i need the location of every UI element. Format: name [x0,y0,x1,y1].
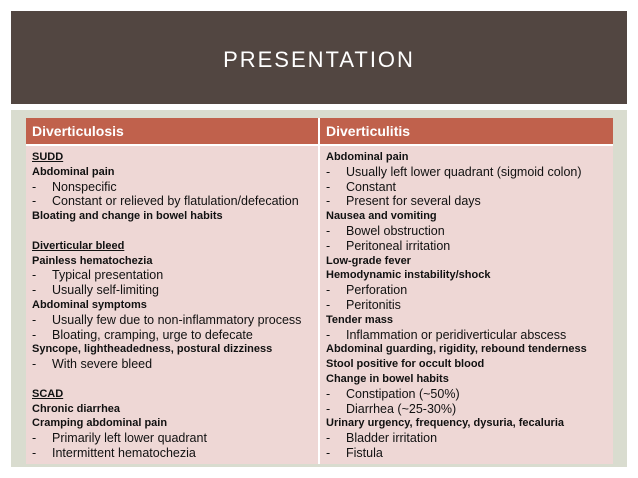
bullet-text: Peritoneal irritation [346,238,451,253]
bullet-item [326,328,607,343]
bullet-dash: - [32,431,37,446]
bullet-item [326,180,607,195]
bullet-dash: - [32,194,37,209]
bullet-dash: - [326,194,331,209]
symptom-heading: Stool positive for occult blood [326,358,485,371]
bullet-dash: - [32,357,37,372]
bullet-dash: - [32,312,37,327]
bullet-text: Peritonitis [346,297,401,312]
symptom-heading: Abdominal guarding, rigidity, rebound tenderness [326,343,587,356]
bullet-text: Bloating, cramping, urge to defecate [52,327,253,342]
symptom-heading: Cramping abdominal pain [32,417,168,430]
spacer [32,372,312,387]
symptom-heading: Urinary urgency, frequency, dysuria, fecaluria [326,417,565,430]
symptom-heading: Hemodynamic instability/shock [326,269,491,282]
symptom-heading: Abdominal pain [32,165,115,178]
bullet-dash: - [32,445,37,460]
symptom-heading: Tender mass [326,313,394,326]
bullet-item [32,357,312,372]
diverticulosis-column [26,144,320,464]
symptom-heading: Nausea and vomiting [326,210,437,223]
bullet-item [32,268,312,283]
symptom-heading: Low-grade fever [326,254,411,267]
bullet-item [326,283,607,298]
bullet-dash: - [326,431,331,446]
bullet-text: Constant [346,179,397,194]
bullet-item [326,224,607,239]
bullet-text: With severe bleed [52,357,153,372]
symptom-heading: Chronic diarrhea [32,402,121,415]
bullet-item [326,402,607,417]
bullet-dash: - [326,238,331,253]
bullet-dash: - [326,445,331,460]
bullet-text: Usually self-limiting [52,283,159,298]
bullet-item [32,283,312,298]
bullet-dash: - [326,179,331,194]
section-heading: SUDD [32,151,64,163]
bullet-dash: - [326,386,331,401]
bullet-dash: - [326,283,331,298]
bullet-item [32,328,312,343]
symptom-heading: Syncope, lightheadedness, postural dizziness [32,343,273,356]
bullet-dash: - [326,164,331,179]
bullet-dash: - [326,297,331,312]
bullet-text: Present for several days [346,194,481,209]
bullet-item [326,239,607,254]
bullet-dash: - [326,401,331,416]
bullet-text: Constipation (~50%) [346,386,460,401]
bullet-item [326,387,607,402]
slide-title: PRESENTATION [223,46,415,72]
bullet-text: Diarrhea (~25-30%) [346,401,457,416]
bullet-text: Nonspecific [52,179,117,194]
symptom-heading: Abdominal pain [326,151,409,163]
bullet-dash: - [326,327,331,342]
bullet-item [32,194,312,209]
diverticulitis-column [320,144,613,464]
bullet-item [32,313,312,328]
bullet-dash: - [32,327,37,342]
header-diverticulosis: Diverticulosis [26,118,320,144]
bullet-item [32,446,312,461]
bullet-item [326,446,607,461]
bullet-text: Constant or relieved by flatulation/defecation [52,194,299,209]
bullet-item [326,194,607,209]
title-bar [11,11,627,104]
symptom-heading: Bloating and change in bowel habits [32,210,223,223]
section-heading: SCAD [32,387,64,400]
bullet-text: Perforation [346,283,408,298]
bullet-text: Typical presentation [52,268,164,283]
symptom-heading: Abdominal symptoms [32,298,147,311]
bullet-text: Inflammation or peridiverticular abscess [346,327,567,342]
symptom-heading: Change in bowel habits [326,372,449,385]
bullet-text: Bladder irritation [346,431,438,446]
bullet-dash: - [32,283,37,298]
bullet-text: Fistula [346,445,383,460]
bullet-item [32,431,312,446]
bullet-item [32,180,312,195]
bullet-dash: - [32,179,37,194]
bullet-item [326,431,607,446]
bullet-item [326,298,607,313]
section-heading: Diverticular bleed [32,239,125,252]
bullet-text: Usually left lower quadrant (sigmoid colon) [346,164,582,179]
bullet-text: Primarily left lower quadrant [52,431,207,446]
symptom-heading: Painless hematochezia [32,254,153,267]
bullet-text: Usually few due to non-inflammatory process [52,312,302,327]
header-diverticulitis: Diverticulitis [320,118,613,144]
bullet-text: Bowel obstruction [346,223,445,238]
bullet-dash: - [32,268,37,283]
bullet-text: Intermittent hematochezia [52,445,196,460]
bullet-dash: - [326,223,331,238]
comparison-table [26,118,613,464]
spacer [32,224,312,239]
bullet-item [326,165,607,180]
